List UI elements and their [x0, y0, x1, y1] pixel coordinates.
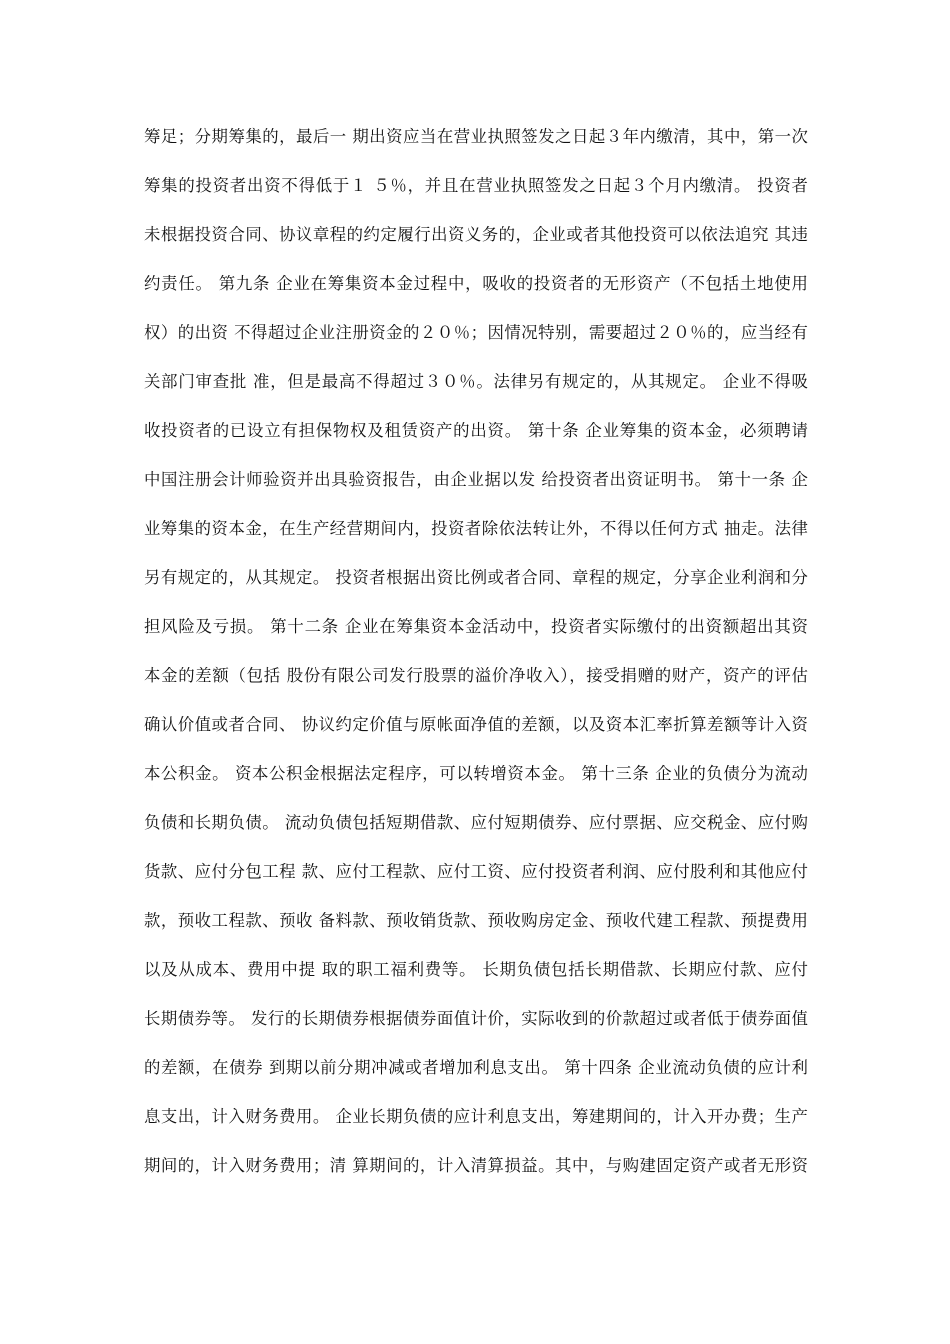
paragraph-line: 中国注册会计师验资并出具验资报告，由企业据以发 给投资者出资证明书。 第十一条 企 [144, 470, 808, 489]
paragraph-line: 另有规定的，从其规定。 投资者根据出资比例或者合同、章程的规定，分享企业利润和分 [144, 568, 808, 587]
paragraph-line: 筹足；分期筹集的，最后一 期出资应当在营业执照签发之日起３年内缴清，其中，第一次 [144, 127, 808, 146]
paragraph-line: 收投资者的已设立有担保物权及租赁资产的出资。 第十条 企业筹集的资本金，必须聘请 [144, 421, 808, 440]
paragraph-line: 约责任。 第九条 企业在筹集资本金过程中，吸收的投资者的无形资产（不包括土地使用 [144, 274, 808, 293]
paragraph-line: 本金的差额（包括 股份有限公司发行股票的溢价净收入），接受捐赠的财产，资产的评估 [144, 666, 808, 685]
paragraph-line: 息支出，计入财务费用。 企业长期负债的应计利息支出，筹建期间的，计入开办费；生产 [144, 1107, 808, 1126]
paragraph-line: 权）的出资 不得超过企业注册资金的２０％；因情况特别，需要超过２０％的，应当经有 [144, 323, 808, 342]
paragraph-line: 确认价值或者合同、 协议约定价值与原帐面净值的差额，以及资本汇率折算差额等计入资 [144, 715, 808, 734]
paragraph-line: 负债和长期负债。 流动负债包括短期借款、应付短期债券、应付票据、应交税金、应付购 [144, 813, 808, 832]
paragraph-line: 以及从成本、费用中提 取的职工福利费等。 长期负债包括长期借款、长期应付款、应付 [144, 960, 808, 979]
paragraph-line: 未根据投资合同、协议章程的约定履行出资义务的，企业或者其他投资可以依法追究 其违 [144, 225, 808, 244]
paragraph-line: 长期债券等。 发行的长期债券根据债券面值计价，实际收到的价款超过或者低于债券面值 [144, 1009, 808, 1028]
paragraph-line: 的差额，在债券 到期以前分期冲减或者增加利息支出。 第十四条 企业流动负债的应计利 [144, 1058, 808, 1077]
paragraph-line: 筹集的投资者出资不得低于１ ５％，并且在营业执照签发之日起３个月内缴清。 投资者 [144, 176, 808, 195]
paragraph-line: 本公积金。 资本公积金根据法定程序，可以转增资本金。 第十三条 企业的负债分为流动 [144, 764, 808, 783]
paragraph-line: 业筹集的资本金，在生产经营期间内，投资者除依法转让外，不得以任何方式 抽走。法律 [144, 519, 808, 538]
paragraph-line: 期间的，计入财务费用；清 算期间的，计入清算损益。其中，与购建固定资产或者无形资 [144, 1156, 808, 1175]
paragraph-line: 担风险及亏损。 第十二条 企业在筹集资本金活动中，投资者实际缴付的出资额超出其资 [144, 617, 808, 636]
paragraph-line: 款，预收工程款、预收 备料款、预收销货款、预收购房定金、预收代建工程款、预提费用 [144, 911, 808, 930]
paragraph-line: 关部门审查批 准，但是最高不得超过３０％。法律另有规定的，从其规定。 企业不得吸 [144, 372, 808, 391]
paragraph-line: 货款、应付分包工程 款、应付工程款、应付工资、应付投资者利润、应付股利和其他应付 [144, 862, 808, 881]
